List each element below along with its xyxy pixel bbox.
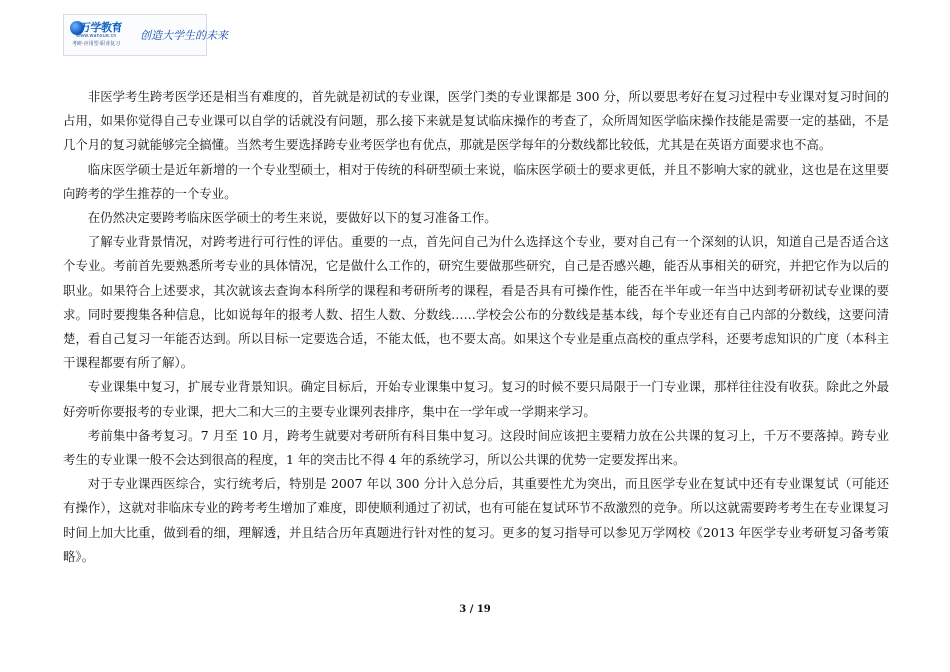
- paragraph: 对于专业课西医综合，实行统考后，特别是 2007 年以 300 分计入总分后，其重要性尤为突出，而且医学专业在复试中还有专业课复试（可能还有操作），这就对非临床专业的跨考考生增加了难度，即使顺利通过了初试，也有可能在复试环节不敌激烈的竞争。所以这就需要跨考考生在专业课复习时间上加大比重，做到看的细，理解透，并且结合历年真题进行针对性的复习。更多的复习指导可以参见万学网校《2013 年医学专业考研复习备考策略》。: [63, 476, 889, 564]
- logo-name: 万学教育: [80, 21, 122, 34]
- logo-tagline: 考研·应用型·职业复习: [72, 41, 121, 47]
- paragraph: 了解专业背景情况，对跨考进行可行性的评估。重要的一点，首先问自己为什么选择这个专业，要对自己有一个深刻的认识，知道自己是否适合这个专业。考前首先要熟悉所考专业的具体情况，它是做什么工作的，研究生要做那些研究，自己是否感兴趣，能否从事相关的研究，并把它作为以后的职业。如果符合上述要求，其次就该去查询本科所学的课程和考研所考的课程，看是否具有可操作性，能否在半年或一年当中达到考研初试专业课的要求。同时要搜集各种信息，比如说每年的报考人数、招生人数、分数线……学校会公布的分数线是基本线，每个专业还有自己内部的分数线，这要问清楚，看自己复习一年能否达到。所以目标一定要选合适，不能太低，也不要太高。如果这个专业是重点高校的重点学科，还要考虑知识的广度（本科主干课程都要有所了解）。: [63, 234, 889, 371]
- page-number: 3 / 19: [459, 604, 491, 615]
- paragraph: 考前集中备考复习。7 月至 10 月，跨考生就要对考研所有科目集中复习。这段时间应该把主要精力放在公共课的复习上，千万不要落掉。跨专业考生的专业课一般不会达到很高的程度，1 年的突击比不得 4 年的系统学习，所以公共课的优势一定要发挥出来。: [63, 427, 889, 468]
- paragraph: 非医学考生跨考医学还是相当有难度的，首先就是初试的专业课，医学门类的专业课都是 300 分，所以要思考好在复习过程中专业课对复习时间的占用，如果你觉得自己专业课可以自学的话就没有问题，那么接下来就是复试临床操作的考查了，众所周知医学临床操作技能是需要一定的基础，不是几个月的复习就能够完全搞懂。当然考生要选择跨专业考医学也有优点，那就是医学每年的分数线都比较低，尤其是在英语方面要求也不高。: [63, 89, 889, 153]
- logo-mark: [68, 18, 122, 52]
- document-body: [63, 85, 889, 569]
- paragraph: 临床医学硕士是近年新增的一个专业型硕士，相对于传统的科研型硕士来说，临床医学硕士的要求更低，并且不影响大家的就业，这也是在这里要向跨考的学生推荐的一个专业。: [63, 161, 889, 201]
- paragraph: 在仍然决定要跨考临床医学硕士的考生来说，要做好以下的复习准备工作。: [87, 210, 497, 226]
- logo-url: www.wanxue.cn: [76, 33, 117, 39]
- logo-slogan: 创造大学生的未来: [140, 29, 228, 42]
- paragraph: 专业课集中复习，扩展专业背景知识。确定目标后，开始专业课集中复习。复习的时候不要只局限于一门专业课，那样往往没有收获。除此之外最好旁听你要报考的专业课，把大二和大三的主要专业课列表排序，集中在一学年或一学期来学习。: [63, 379, 889, 419]
- header-logo: [63, 14, 228, 56]
